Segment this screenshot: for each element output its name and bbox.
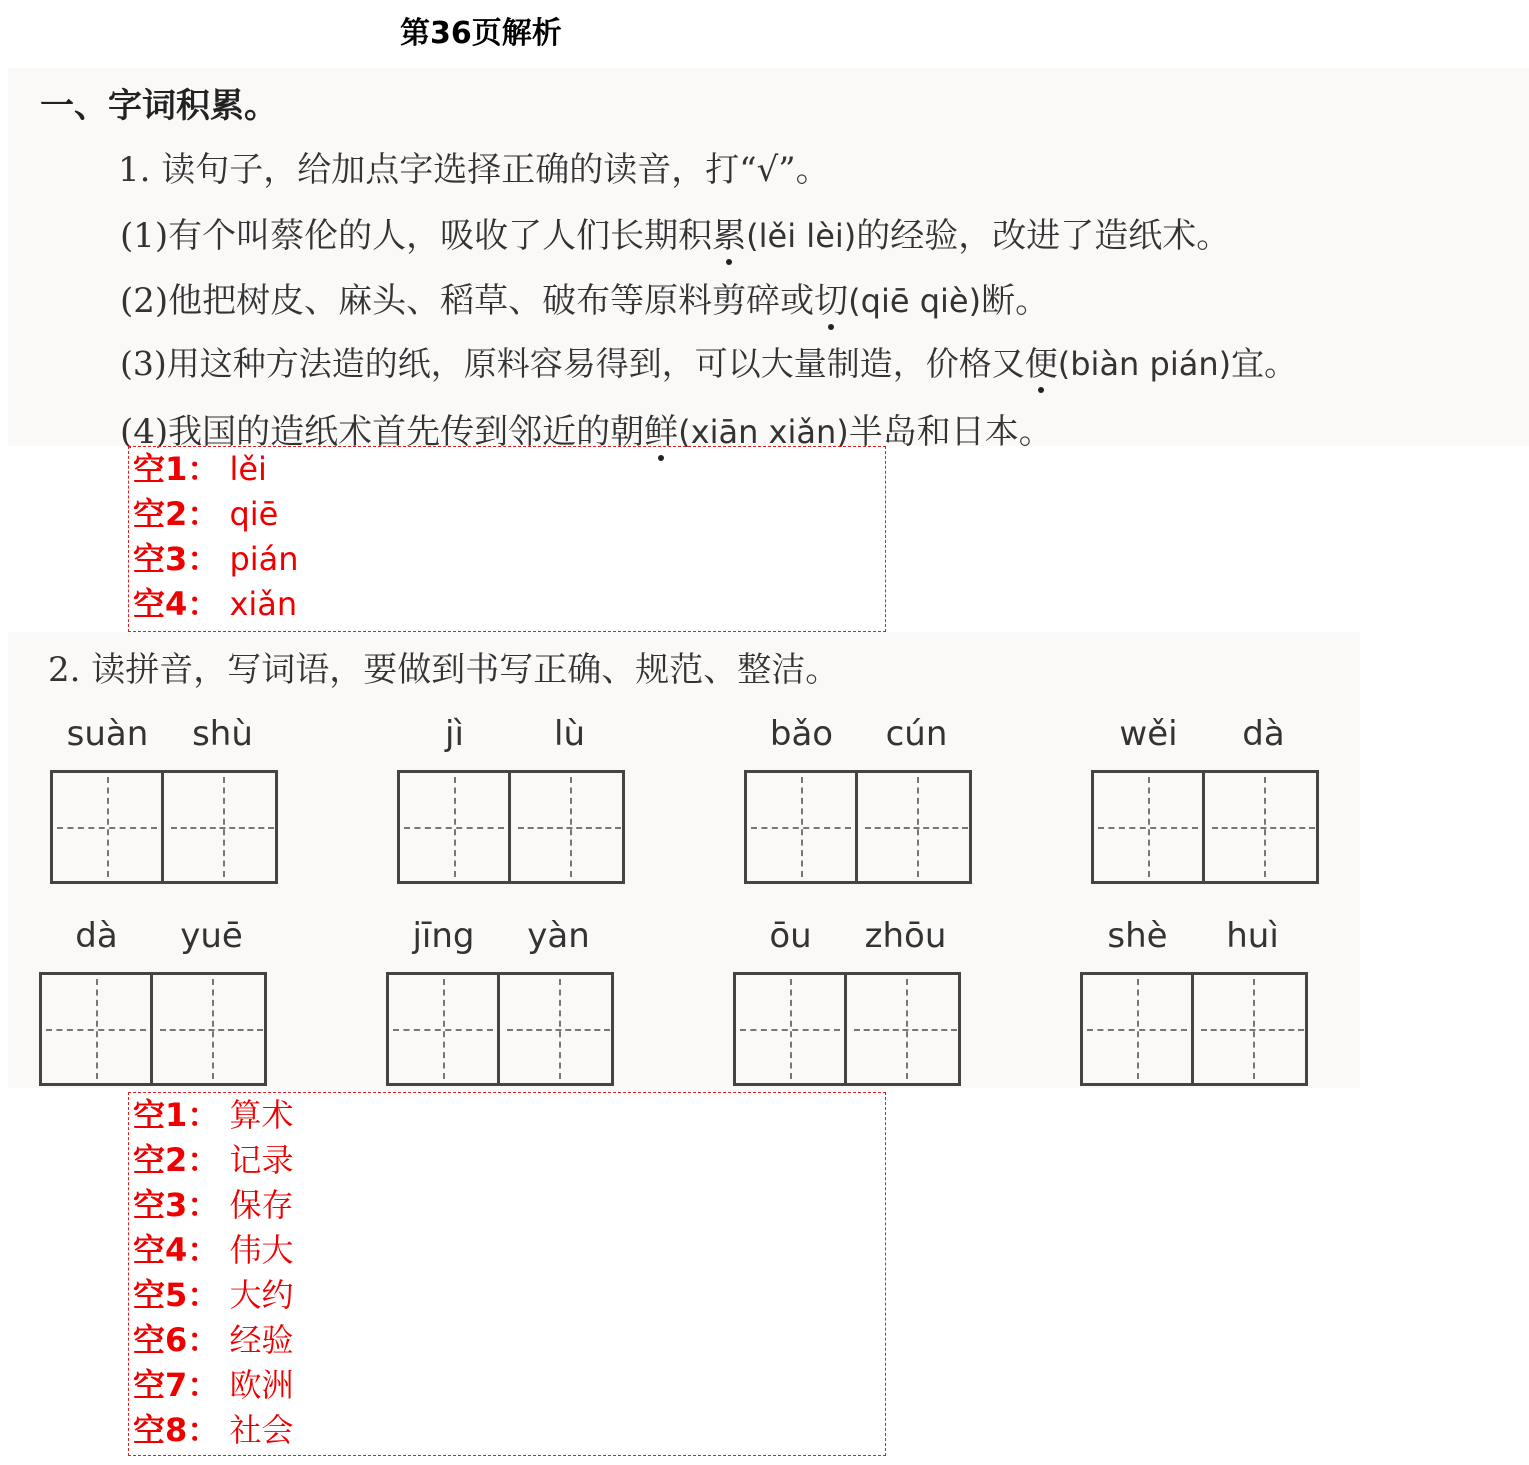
answer-value: xiǎn [229, 585, 298, 623]
answer-value: 记录 [229, 1141, 294, 1179]
pinyin-syllable: cún [885, 714, 948, 754]
answer-box-1 [128, 446, 886, 632]
answer-value: 伟大 [229, 1231, 294, 1269]
answer-label: 空2： [133, 1141, 220, 1179]
pinyin-options: (biàn pián) [1057, 345, 1232, 383]
pinyin-syllable: dà [75, 916, 118, 956]
answer-label: 空4： [133, 1231, 220, 1269]
answer-line [129, 447, 885, 492]
pinyin-syllable: yàn [527, 916, 590, 956]
answer-box-2 [128, 1092, 886, 1456]
pinyin-syllable: huì [1226, 916, 1279, 956]
answer-line [129, 1273, 885, 1318]
answer-line [129, 1228, 885, 1273]
answer-label: 空8： [133, 1411, 220, 1449]
answer-line [129, 1183, 885, 1228]
pinyin-syllable: bǎo [769, 714, 834, 754]
answer-line [129, 492, 885, 537]
answer-label: 空1： [133, 450, 220, 488]
answer-value: lěi [229, 450, 267, 488]
pinyin-syllable: lù [554, 714, 585, 754]
pinyin-syllable: jì [445, 714, 464, 754]
pinyin-syllable: yuē [180, 916, 243, 956]
answer-line [129, 1363, 885, 1408]
sentence-text: (2)他把树皮、麻头、稻草、破布等原料剪碎或 [120, 281, 815, 321]
pinyin-syllable: dà [1242, 714, 1285, 754]
answer-value: 社会 [229, 1411, 294, 1449]
sentence-text: (1)有个叫蔡伦的人，吸收了人们长期积 [120, 216, 713, 256]
section-heading: 一、字词积累。 [40, 86, 278, 126]
pinyin-syllable: suàn [66, 714, 149, 754]
writing-grid [397, 770, 625, 884]
answer-label: 空7： [133, 1366, 220, 1404]
dotted-character: 鲜 [644, 404, 678, 453]
pinyin-syllable: wěi [1119, 714, 1178, 754]
dotted-character: 便 [1025, 338, 1058, 385]
answer-label: 空3： [133, 1186, 220, 1224]
sentence-3 [120, 338, 1297, 385]
pinyin-grid-7 [733, 916, 963, 1086]
answer-line [129, 1318, 885, 1363]
answer-value: 大约 [229, 1276, 294, 1314]
pinyin-grid-3 [744, 714, 974, 884]
pinyin-grid-5 [39, 916, 269, 1086]
pinyin-syllable: jīng [412, 916, 475, 956]
answer-line [129, 537, 885, 582]
sentence-text: 宜。 [1231, 344, 1298, 383]
answer-line [129, 1408, 885, 1453]
pinyin-options: (qiē qiè) [848, 282, 982, 320]
dotted-character: 累 [712, 208, 746, 257]
answer-label: 空4： [133, 585, 220, 623]
answer-line [129, 1093, 885, 1138]
answer-label: 空2： [133, 495, 220, 533]
sentence-text: 断。 [981, 281, 1050, 321]
answer-label: 空6： [133, 1321, 220, 1359]
pinyin-grid-1 [50, 714, 280, 884]
pinyin-grid-4 [1091, 714, 1321, 884]
pinyin-syllable: zhōu [864, 916, 947, 956]
pinyin-grid-8 [1080, 916, 1310, 1086]
question-2-title: 2. 读拼音，写词语，要做到书写正确、规范、整洁。 [48, 650, 840, 690]
question-1-title: 1. 读句子，给加点字选择正确的读音，打“√”。 [118, 150, 830, 190]
sentence-1 [120, 208, 1230, 257]
answer-value: pián [229, 540, 299, 578]
writing-grid [1080, 972, 1308, 1086]
answer-line [129, 1138, 885, 1183]
pinyin-syllable: shè [1107, 916, 1168, 956]
pinyin-syllable: ōu [769, 916, 812, 956]
page-title: 第36页解析 [400, 16, 562, 51]
writing-grid [39, 972, 267, 1086]
answer-label: 空5： [133, 1276, 220, 1314]
writing-grid [744, 770, 972, 884]
pinyin-grid-6 [386, 916, 616, 1086]
pinyin-options: (lěi lèi) [746, 217, 857, 255]
pinyin-syllable: shù [192, 714, 253, 754]
writing-grid [386, 972, 614, 1086]
sentence-text: (3)用这种方法造的纸，原料容易得到，可以大量制造，价格又 [120, 344, 1025, 383]
answer-value: 保存 [229, 1186, 294, 1224]
answer-value: 经验 [229, 1321, 294, 1359]
answer-value: qiē [229, 495, 279, 533]
sentence-2 [120, 273, 1049, 322]
sentence-text: (4)我国的造纸术首先传到邻近的朝 [120, 412, 645, 452]
answer-value: 算术 [229, 1096, 294, 1134]
dotted-character: 切 [814, 273, 848, 322]
pinyin-options: (xiān xiǎn) [678, 413, 849, 451]
answer-value: 欧洲 [229, 1366, 294, 1404]
answer-label: 空1： [133, 1096, 220, 1134]
pinyin-grid-2 [397, 714, 627, 884]
sentence-text: 半岛和日本。 [848, 412, 1053, 452]
writing-grid [50, 770, 278, 884]
answer-line [129, 582, 885, 627]
sentence-text: 的经验，改进了造纸术。 [856, 216, 1231, 256]
writing-grid [1091, 770, 1319, 884]
writing-grid [733, 972, 961, 1086]
answer-label: 空3： [133, 540, 220, 578]
